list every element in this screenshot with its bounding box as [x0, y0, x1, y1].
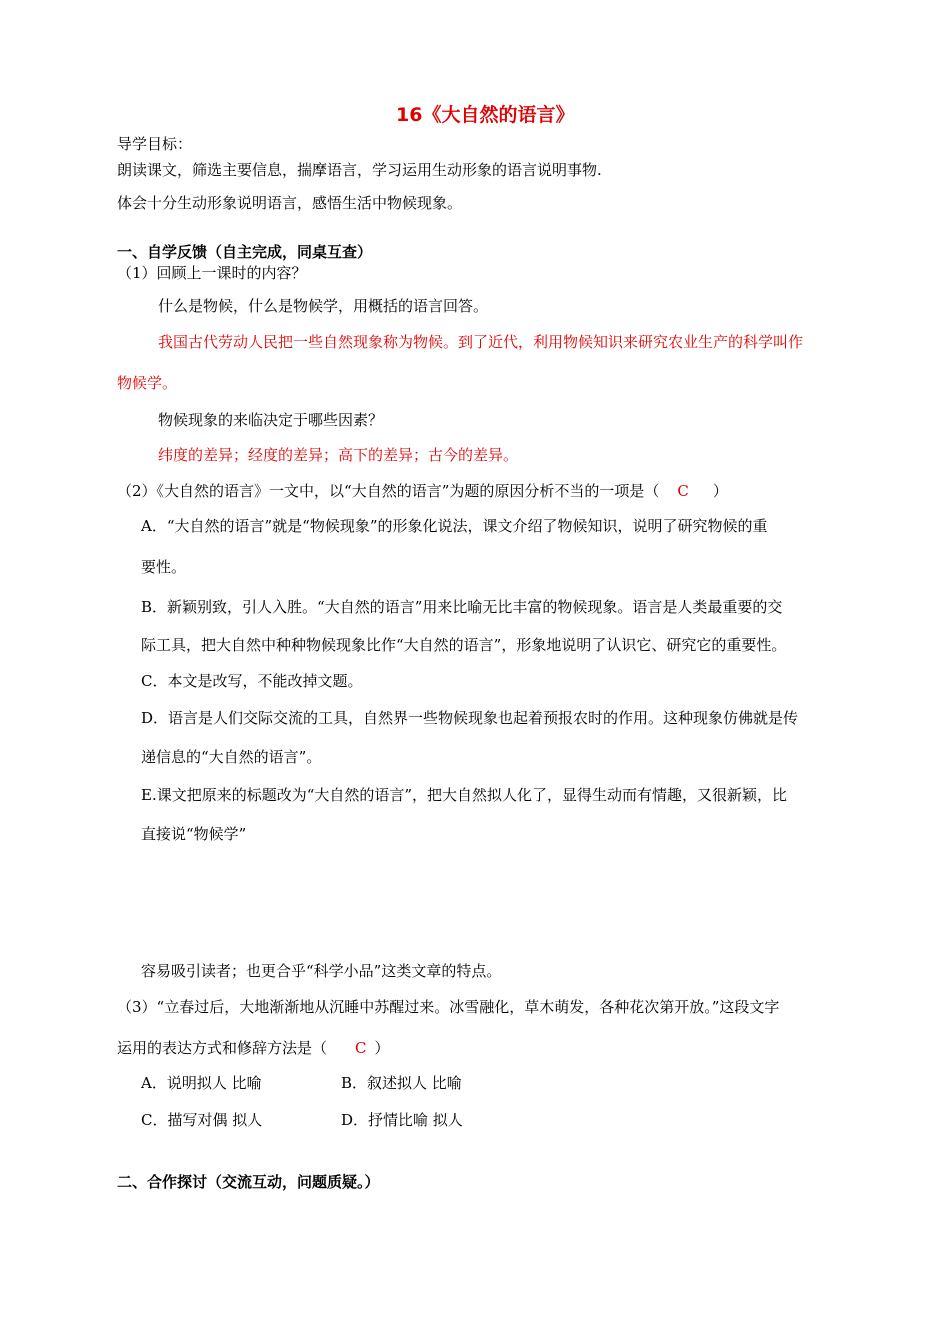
q2-answer: C: [677, 482, 689, 500]
q1-answer-1-line-2: 物候学。: [117, 374, 178, 392]
q3-option-a: A．说明拟人 比喻: [141, 1074, 262, 1092]
page-title: 16《大自然的语言》: [396, 104, 575, 126]
q1-ask-1: 什么是物候，什么是物候学，用概括的语言回答。: [158, 297, 489, 315]
q2-stem-line: [117, 481, 728, 501]
section-1-heading: 一、自学反馈（自主完成，同桌互查）: [117, 243, 373, 261]
q3-option-d: D．抒情比喻 拟人: [341, 1111, 463, 1129]
q3-answer: C: [355, 1039, 367, 1057]
q3-stem: 运用的表达方式和修辞方法是（: [117, 1039, 328, 1057]
q1-ask-2: 物候现象的来临决定于哪些因素？: [158, 411, 384, 429]
q3-option-b: B．叙述拟人 比喻: [341, 1074, 462, 1092]
q3-stem-line-1: （3）“立春过后，大地渐渐地从沉睡中苏醒过来。冰雪融化，草木萌发，各种花次第开放。”这段文字: [117, 998, 780, 1016]
q2-stem: （2）《大自然的语言》一文中，以“大自然的语言”为题的原因分析不当的一项是（: [117, 482, 660, 500]
q2-option-d-line-1: D．语言是人们交际交流的工具，自然界一些物候现象也起着预报农时的作用。这种现象仿佛就是传: [141, 709, 799, 727]
guide-line-2: 体会十分生动形象说明语言，感悟生活中物候现象。: [117, 194, 463, 212]
q2-option-e-line-3: 容易吸引读者；也更合乎“科学小品”这类文章的特点。: [141, 962, 502, 980]
q3-option-c: C．描写对偶 拟人: [141, 1111, 263, 1129]
guide-line-1: 朗读课文，筛选主要信息，揣摩语言，学习运用生动形象的语言说明事物.: [117, 161, 602, 179]
q1-label: （1）回顾上一课时的内容？: [117, 264, 307, 282]
q2-option-a-line-1: A．“大自然的语言”就是“物候现象”的形象化说法，课文介绍了物候知识，说明了研究物候的重: [141, 517, 768, 535]
q1-answer-2: 纬度的差异；经度的差异；高下的差异；古今的差异。: [158, 446, 519, 464]
q2-option-b-line-1: B．新颖别致，引人入胜。“大自然的语言”用来比喻无比丰富的物候现象。语言是人类最重要的交: [141, 598, 783, 616]
q3-close: ）: [374, 1039, 390, 1057]
q2-option-d-line-2: 递信息的“大自然的语言”。: [141, 748, 322, 766]
q2-option-b-line-2: 际工具，把大自然中种种物候现象比作“大自然的语言”，形象地说明了认识它、研究它的重要性。: [141, 636, 787, 654]
q2-option-a-line-2: 要性。: [141, 558, 187, 576]
guide-label: 导学目标：: [117, 135, 193, 153]
q2-close: ）: [712, 482, 728, 500]
q3-stem-line-2: [117, 1038, 390, 1058]
section-2-heading: 二、合作探讨（交流互动，问题质疑。）: [117, 1173, 380, 1191]
q2-option-c: C．本文是改写，不能改掉文题。: [141, 672, 363, 690]
q2-option-e-line-2: 直接说“物候学”: [141, 825, 247, 843]
q1-answer-1-line-1: 我国古代劳动人民把一些自然现象称为物候。到了近代，利用物候知识来研究农业生产的科学叫作: [158, 333, 804, 351]
q2-option-e-line-1: E.课文把原来的标题改为“大自然的语言”，把大自然拟人化了，显得生动而有情趣，又很新颖，比: [141, 786, 788, 804]
